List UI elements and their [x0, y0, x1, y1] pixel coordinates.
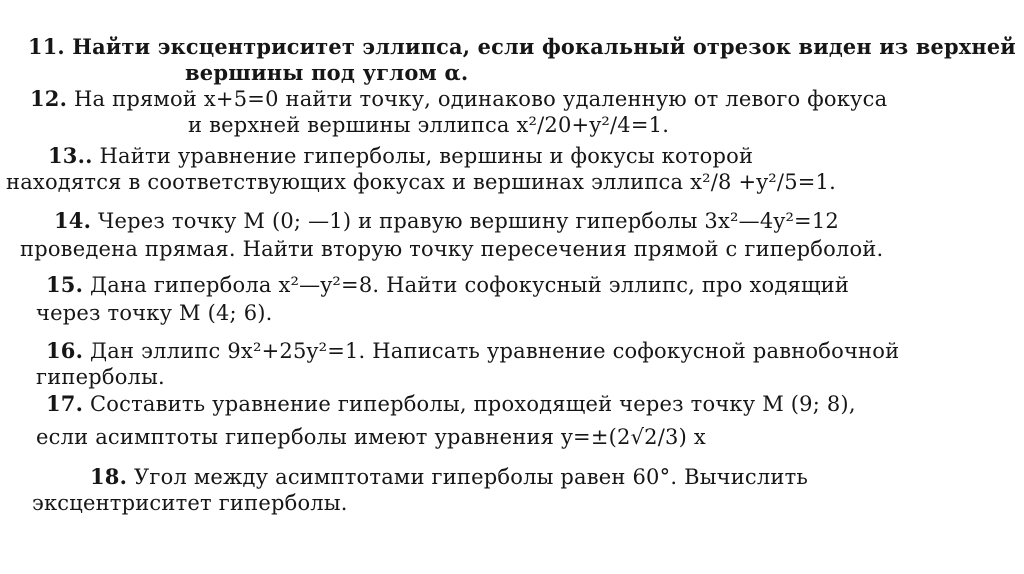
problem-11-line-2: вершины под углом α. [185, 60, 469, 85]
problem-16 [46, 338, 899, 364]
problem-text-line: Дана гипербола x²—y²=8. Найти софокусный эллипс, про ходящий [90, 273, 850, 297]
problem-text-line: На прямой x+5=0 найти точку, одинаково удаленную от левого фокуса [74, 87, 888, 111]
problem-11 [28, 34, 1016, 60]
problem-number: 16. [46, 338, 84, 363]
problem-number: 15. [46, 272, 84, 297]
problem-number: 13.. [48, 143, 93, 168]
problem-13 [48, 143, 753, 169]
problem-number: 12. [30, 86, 68, 111]
problem-17 [46, 391, 856, 417]
problem-text-line: Найти уравнение гиперболы, вершины и фокусы которой [99, 144, 754, 168]
problem-13-line-2: находятся в соответствующих фокусах и вершинах эллипса x²/8 +y²/5=1. [6, 170, 836, 194]
problem-17-line-2: если асимптоты гиперболы имеют уравнения y=±(2√2/3) x [36, 425, 706, 449]
problem-text-line: Найти эксцентриситет эллипса, если фокальный отрезок виден из верхней [72, 34, 1016, 59]
problem-12 [30, 86, 887, 112]
problem-14 [54, 208, 839, 234]
problem-text-line: Дан эллипс 9x²+25y²=1. Написать уравнение софокусной равнобочной [90, 339, 900, 363]
problem-15 [46, 272, 849, 298]
problem-14-line-2: проведена прямая. Найти вторую точку пересечения прямой с гиперболой. [20, 237, 884, 261]
problem-number: 11. [28, 34, 65, 59]
problem-15-line-2: через точку M (4; 6). [36, 301, 273, 325]
problem-number: 18. [90, 464, 128, 489]
problem-text-line: Через точку M (0; —1) и правую вершину гиперболы 3x²—4y²=12 [98, 209, 839, 233]
problem-number: 14. [54, 208, 92, 233]
problem-16-line-2: гиперболы. [36, 365, 165, 389]
problem-text-line: Составить уравнение гиперболы, проходящей через точку M (9; 8), [90, 392, 856, 416]
problem-18 [90, 464, 808, 490]
problem-number: 17. [46, 391, 84, 416]
problem-18-line-2: эксцентриситет гиперболы. [32, 491, 348, 515]
problem-text-line: Угол между асимптотами гиперболы равен 60°. Вычислить [134, 465, 809, 489]
problem-12-line-2: и верхней вершины эллипса x²/20+y²/4=1. [188, 113, 670, 137]
